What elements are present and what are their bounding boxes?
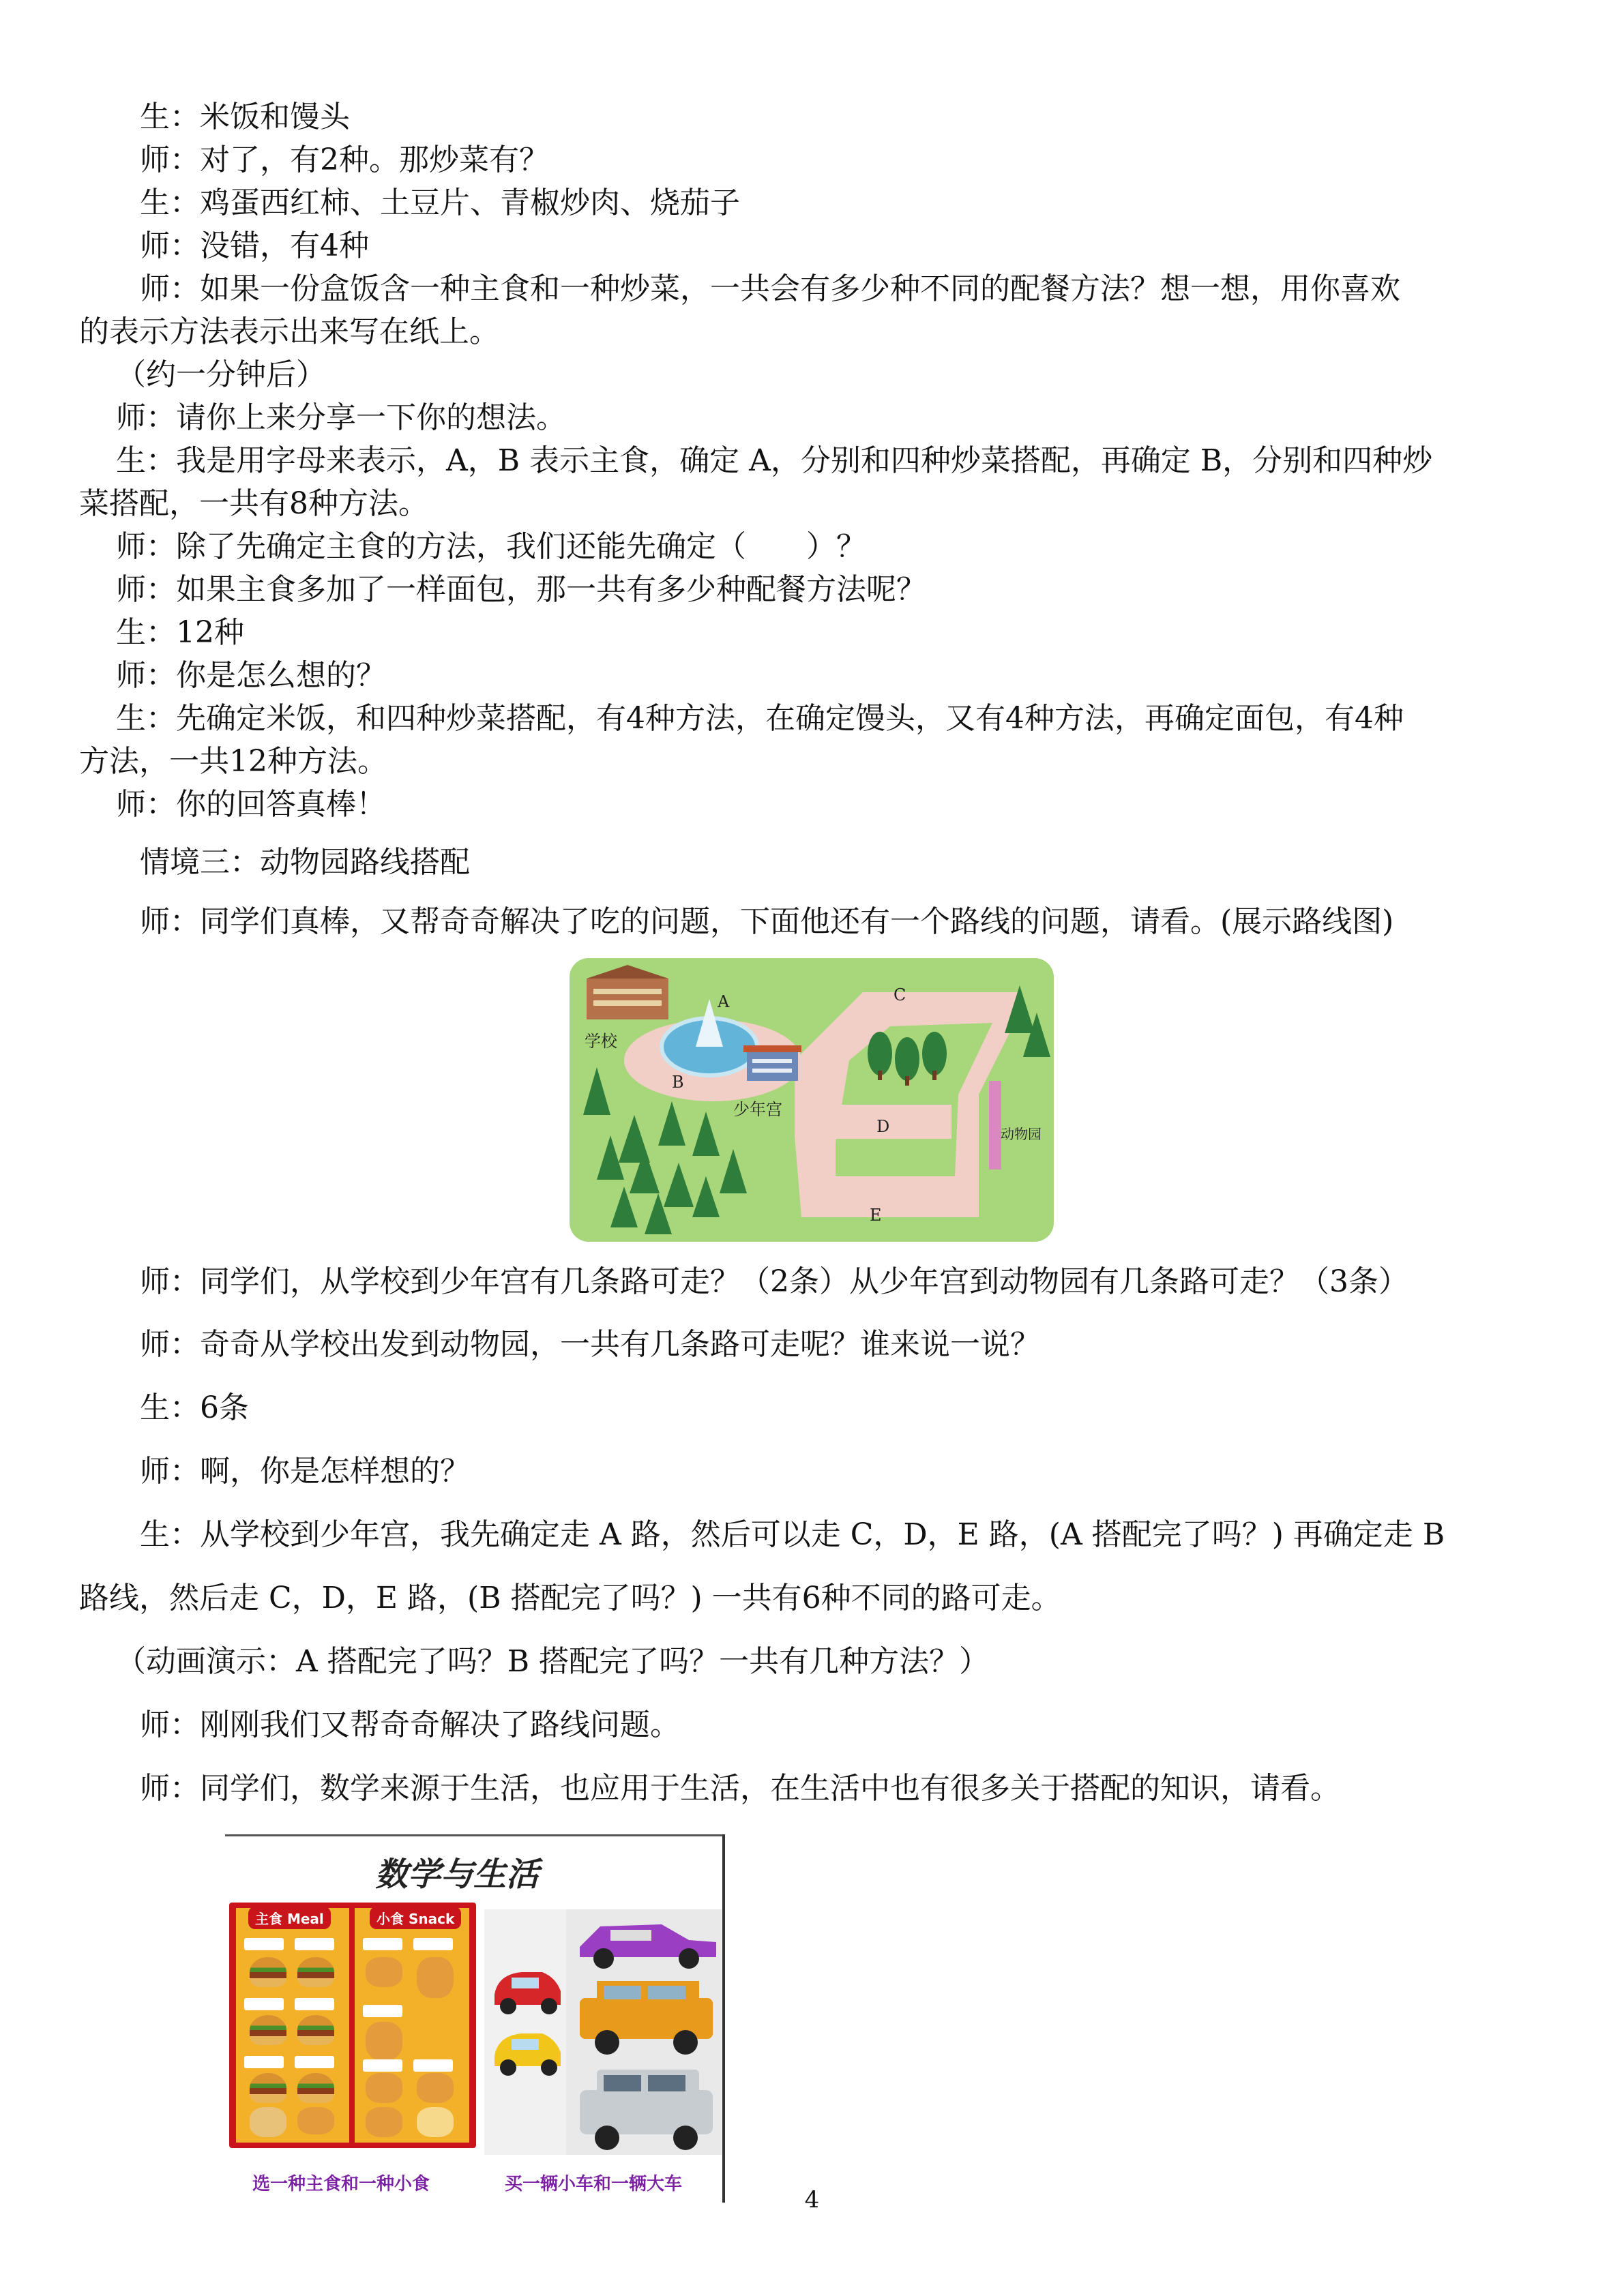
dialogue-line: 师：刚刚我们又帮奇奇解决了路线问题。 — [140, 1708, 680, 1742]
dialogue-line: 菜搭配，一共有8种方法。 — [79, 486, 428, 521]
figure-right-border — [722, 1834, 725, 2203]
fries-icon — [417, 2107, 454, 2137]
dialogue-line: 生：从学校到少年宫，我先确定走 A 路，然后可以走 C，D，E 路，(A 搭配完了吗？) 再确定走 B — [140, 1517, 1445, 1552]
burger-icon — [250, 1957, 286, 1987]
chicken-icon — [366, 2073, 402, 2103]
snack-header: 小食 Snack — [370, 1907, 461, 1929]
dialogue-line: 师：如果主食多加了一样面包，那一共有多少种配餐方法呢？ — [116, 572, 926, 607]
dialogue-line: 的表示方法表示出来写在纸上。 — [79, 314, 499, 349]
dialogue-line: 师：如果一份盒饭含一种主食和一种炒菜，一共会有多少种不同的配餐方法？想一想，用你喜欢 — [140, 271, 1400, 306]
caption-cars: 买一辆小车和一辆大车 — [505, 2174, 683, 2194]
meal-header: 主食 Meal — [248, 1907, 331, 1929]
page-number: 4 — [804, 2186, 820, 2213]
map-label-school: 学校 — [585, 1032, 617, 1051]
chicken-icon — [417, 2073, 454, 2103]
chicken-icon — [366, 2107, 402, 2137]
map-route-a: A — [718, 992, 730, 1011]
caption-food: 选一种主食和一种小食 — [252, 2174, 430, 2194]
dialogue-line: 师：你是怎么想的？ — [116, 658, 386, 693]
dialogue-line: 师：对了，有2种。那炒菜有？ — [140, 143, 549, 177]
dialogue-line: （动画演示：A 搭配完了吗？B 搭配完了吗？一共有几种方法？） — [116, 1644, 990, 1679]
dialogue-line: 师：奇奇从学校出发到动物园，一共有几条路可走呢？谁来说一说？ — [140, 1327, 1040, 1362]
map-route-e: E — [870, 1206, 882, 1225]
dialogue-line: 师：除了先确定主食的方法，我们还能先确定（ ）？ — [116, 529, 866, 564]
map-label-zoo: 动物园 — [1001, 1126, 1042, 1142]
dialogue-line: 生：米饭和馒头 — [140, 100, 350, 134]
dialogue-line: 生：我是用字母来表示，A，B 表示主食，确定 A，分别和四种炒菜搭配，再确定 B，分别和四种炒 — [116, 443, 1433, 478]
dialogue-line: 师：请你上来分享一下你的想法。 — [116, 400, 566, 435]
dialogue-line: 生：6条 — [140, 1390, 249, 1425]
dialogue-line: 生：鸡蛋西红柿、土豆片、青椒炒肉、烧茄子 — [140, 185, 740, 220]
dialogue-line: 师：没错，有4种 — [140, 228, 369, 263]
burger-icon — [250, 2073, 286, 2103]
dialogue-line: （约一分钟后） — [116, 357, 326, 392]
cars-image — [484, 1909, 722, 2155]
dialogue-line: 师：啊，你是怎样想的？ — [140, 1454, 470, 1489]
wrap-icon — [250, 2107, 286, 2137]
map-route-d: D — [876, 1117, 890, 1136]
dialogue-line: 生：12种 — [116, 615, 244, 650]
figure-top-border — [225, 1834, 725, 1836]
chicken-icon — [366, 2022, 402, 2060]
dialogue-line: 路线，然后走 C，D，E 路，(B 搭配完了吗？) 一共有6种不同的路可走。 — [79, 1581, 1061, 1615]
palace-building-icon — [743, 1045, 801, 1081]
chicken-icon — [417, 1957, 454, 1998]
dialogue-line: 师：同学们真棒，又帮奇奇解决了吃的问题，下面他还有一个路线的问题，请看。(展示路线图) — [140, 904, 1394, 939]
math-life-figure — [225, 1834, 727, 2203]
food-menu-image — [229, 1903, 476, 2148]
burger-icon — [297, 2015, 334, 2045]
dialogue-line: 生：先确定米饭，和四种炒菜搭配，有4种方法，在确定馒头，又有4种方法，再确定面包，有4种 — [116, 701, 1404, 736]
map-label-palace: 少年宫 — [733, 1100, 782, 1119]
dialogue-line: 师：你的回答真棒！ — [116, 787, 386, 822]
figure-title: 数学与生活 — [375, 1855, 540, 1894]
chicken-icon — [366, 1957, 402, 1987]
burger-icon — [297, 2073, 334, 2103]
section-heading: 情境三：动物园路线搭配 — [140, 845, 470, 880]
dialogue-line: 方法，一共12种方法。 — [79, 744, 387, 779]
map-route-b: B — [672, 1073, 684, 1092]
burger-icon — [250, 2015, 286, 2045]
map-route-c: C — [894, 985, 906, 1004]
burger-icon — [297, 1957, 334, 1987]
route-map — [570, 958, 1054, 1242]
dialogue-line: 师：同学们，数学来源于生活，也应用于生活，在生活中也有很多关于搭配的知识，请看。 — [140, 1771, 1340, 1806]
chicken-icon — [297, 2107, 334, 2134]
dialogue-line: 师：同学们，从学校到少年宫有几条路可走？（2条）从少年宫到动物园有几条路可走？（3条） — [140, 1264, 1408, 1299]
